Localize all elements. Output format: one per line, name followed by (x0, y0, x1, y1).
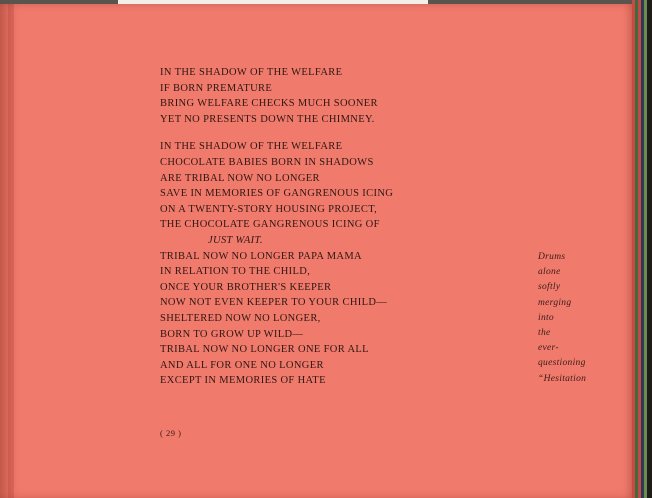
margin-word: “Hesitation (538, 373, 587, 384)
stanza-1 (160, 65, 393, 127)
margin-word: ever- (538, 343, 559, 354)
margin-gloss (538, 250, 586, 387)
margin-word: Drums (538, 252, 566, 262)
poem-line: THE CHOCOLATE GANGRENOUS ICING OF (160, 219, 380, 231)
margin-word: questioning (538, 358, 586, 369)
poem-line: BRING WELFARE CHECKS MUCH SOONER (160, 98, 378, 110)
poem-line: IN THE SHADOW OF THE WELFARE (160, 141, 343, 153)
poem-line: SAVE IN MEMORIES OF GANGRENOUS ICING (160, 188, 394, 200)
poem-line: AND ALL FOR ONE NO LONGER (160, 359, 324, 371)
poem-line: ONCE YOUR BROTHER'S KEEPER (160, 281, 332, 293)
page-gutter (8, 4, 14, 498)
stanza-2 (160, 139, 393, 248)
poem-text (160, 65, 393, 389)
poem-line: TRIBAL NOW NO LONGER ONE FOR ALL (160, 344, 369, 356)
poem-line: IN RELATION TO THE CHILD, (160, 266, 311, 278)
poem-line: ARE TRIBAL NOW NO LONGER (160, 172, 320, 184)
margin-word: merging (538, 297, 572, 308)
margin-word: softly (538, 282, 561, 293)
book-edge (647, 0, 652, 498)
poem-line: SHELTERED NOW NO LONGER, (160, 312, 321, 324)
poem-line: BORN TO GROW UP WILD— (160, 328, 304, 340)
margin-word: alone (538, 267, 561, 278)
margin-word: the (538, 327, 551, 338)
poem-line: EXCEPT IN MEMORIES OF HATE (160, 375, 326, 387)
stanza-3 (160, 249, 393, 389)
margin-word: into (538, 312, 554, 323)
poem-line: IN THE SHADOW OF THE WELFARE (160, 67, 343, 78)
book-page (0, 4, 632, 498)
poem-line: TRIBAL NOW NO LONGER PAPA MAMA (160, 250, 362, 262)
poem-line-just-wait: JUST WAIT. (208, 234, 263, 246)
page-number: ( 29 ) (160, 428, 182, 438)
poem-line: ON A TWENTY-STORY HOUSING PROJECT, (160, 203, 378, 215)
poem-line: YET NO PRESENTS DOWN THE CHIMNEY. (160, 113, 375, 125)
poem-line: NOW NOT EVEN KEEPER TO YOUR CHILD— (160, 297, 388, 309)
poem-line: CHOCOLATE BABIES BORN IN SHADOWS (160, 156, 374, 168)
poem-line: IF BORN PREMATURE (160, 82, 273, 94)
